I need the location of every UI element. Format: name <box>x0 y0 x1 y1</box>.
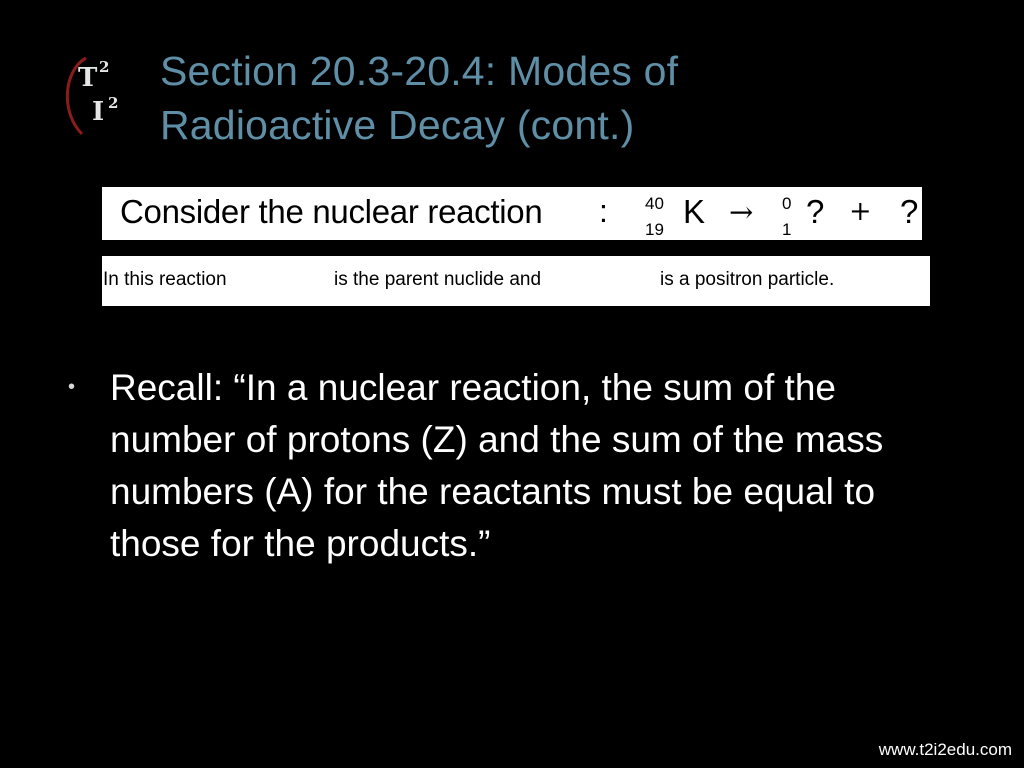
statement-part-3: is a positron particle. <box>660 269 835 290</box>
reactant-symbol: K <box>683 193 706 230</box>
logo-letter-t: T <box>78 63 98 93</box>
product1-atomic-number: 1 <box>782 220 792 239</box>
product2-symbol: ? <box>900 193 919 230</box>
t2i2-logo <box>58 52 136 138</box>
logo-sup-i: 2 <box>108 94 119 112</box>
reactant-mass-number: 40 <box>645 194 664 213</box>
footer-url: www.t2i2edu.com <box>878 740 1012 759</box>
reaction-equation-box <box>102 187 922 240</box>
statement-part-2: is the parent nuclide and <box>334 269 542 290</box>
product1-mass-number: 0 <box>782 194 792 213</box>
page-title <box>160 44 678 152</box>
reaction-prompt: Consider the nuclear reaction <box>120 193 543 230</box>
reaction-arrow: → <box>729 195 754 229</box>
statement-part-1: In this reaction <box>103 269 227 290</box>
reactant-atomic-number: 19 <box>645 220 664 239</box>
title-line-2: Radioactive Decay (cont.) <box>160 102 635 148</box>
logo-graphic <box>58 52 136 138</box>
statement-box <box>102 256 930 306</box>
bullet-marker: • <box>68 376 76 398</box>
product1-symbol: ? <box>806 193 825 230</box>
logo-letter-i: I <box>92 97 105 127</box>
reaction-plus: + <box>849 196 872 227</box>
logo-sup-t: 2 <box>99 58 110 76</box>
bullet-text: Recall: “In a nuclear reaction, the sum of the number of protons (Z) and the sum of the mass numbers (A) for the reactants must be equal to those for the products.” <box>110 367 884 564</box>
reaction-colon: : <box>599 193 608 229</box>
title-line-1: Section 20.3-20.4: Modes of <box>160 48 679 94</box>
